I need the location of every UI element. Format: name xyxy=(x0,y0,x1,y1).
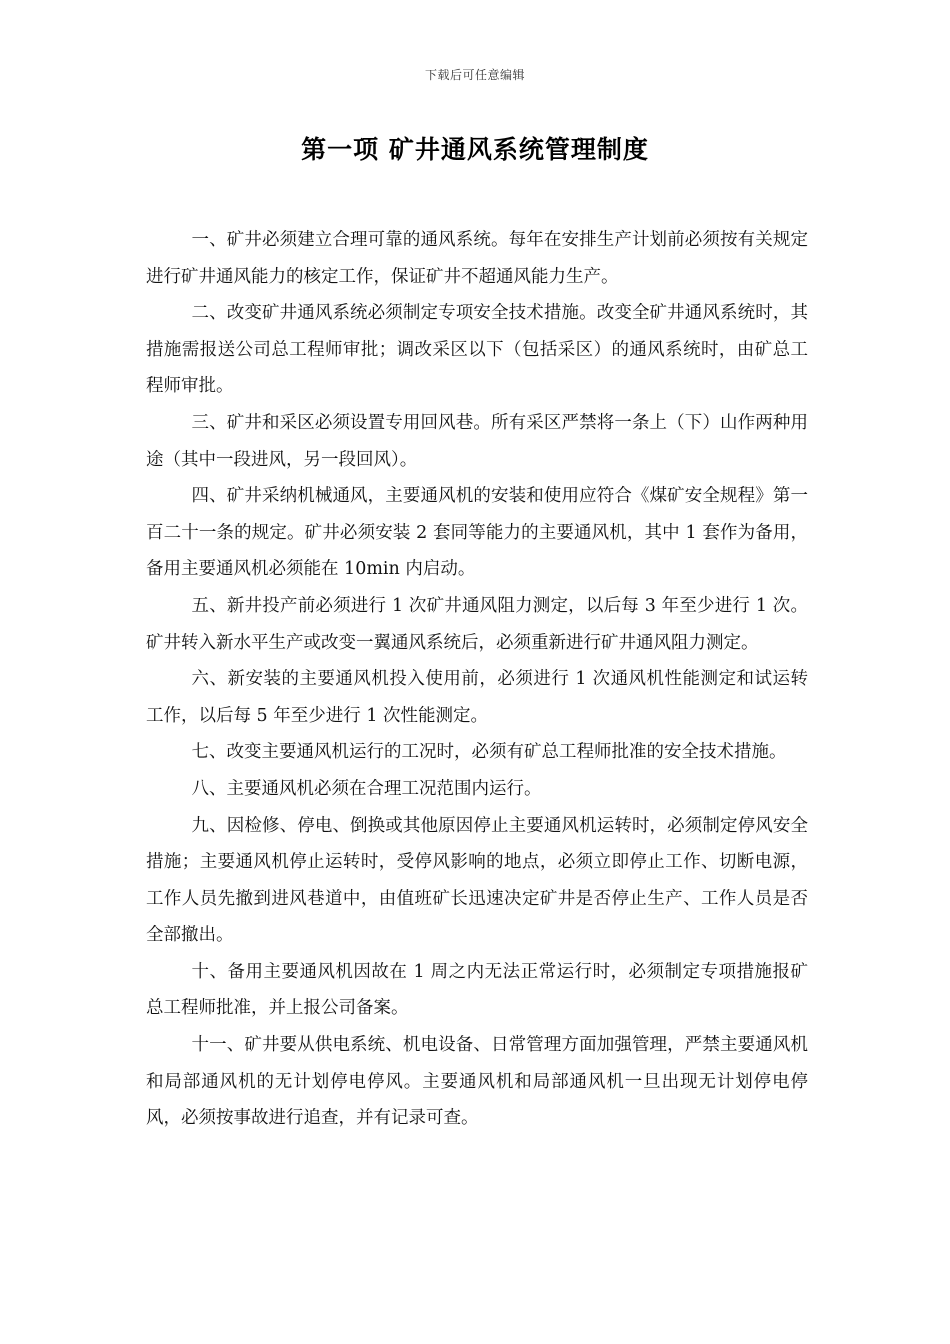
paragraph-3: 三、矿井和采区必须设置专用回风巷。所有采区严禁将一条上（下）山作两种用途（其中一段进风，另一段回风）。 xyxy=(146,412,808,470)
paragraph-6: 六、新安装的主要通风机投入使用前，必须进行 1 次通风机性能测定和试运转工作，以后每 5 年至少进行 1 次性能测定。 xyxy=(146,669,808,726)
paragraph-2: 二、改变矿井通风系统必须制定专项安全技术措施。改变全矿井通风系统时，其措施需报送公司总工程师审批；调改采区以下（包括采区）的通风系统时，由矿总工程师审批。 xyxy=(146,303,808,397)
paragraph-5: 五、新井投产前必须进行 1 次矿井通风阻力测定，以后每 3 年至少进行 1 次。矿井转入新水平生产或改变一翼通风系统后，必须重新进行矿井通风阻力测定。 xyxy=(146,595,808,653)
header-note: 下载后可任意编辑 xyxy=(424,68,525,82)
paragraph-8: 八、主要通风机必须在合理工况范围内运行。 xyxy=(191,778,542,799)
paragraph-1: 一、矿井必须建立合理可靠的通风系统。每年在安排生产计划前必须按有关规定进行矿井通风能力的核定工作，保证矿井不超通风能力生产。 xyxy=(146,230,808,287)
paragraph-4: 四、矿井采纳机械通风，主要通风机的安装和使用应符合《煤矿安全规程》第一百二十一条的规定。矿井必须安装 2 套同等能力的主要通风机，其中 1 套作为备用，备用主要通风机必须能在 10min 内启动。 xyxy=(146,486,808,580)
document-body xyxy=(146,222,808,1137)
paragraph-7: 七、改变主要通风机运行的工况时，必须有矿总工程师批准的安全技术措施。 xyxy=(191,742,787,763)
paragraph-9: 九、因检修、停电、倒换或其他原因停止主要通风机运转时，必须制定停风安全措施；主要通风机停止运转时，受停风影响的地点，必须立即停止工作、切断电源，工作人员先撤到进风巷道中，由值班矿长迅速决定矿井是否停止生产、工作人员是否全部撤出。 xyxy=(146,815,808,946)
paragraph-10: 十、备用主要通风机因故在 1 周之内无法正常运行时，必须制定专项措施报矿总工程师批准，并上报公司备案。 xyxy=(146,961,808,1019)
document-title: 第一项 矿井通风系统管理制度 xyxy=(301,135,649,164)
paragraph-11: 十一、矿井要从供电系统、机电设备、日常管理方面加强管理，严禁主要通风机和局部通风机的无计划停电停风。主要通风机和局部通风机一旦出现无计划停电停风，必须按事故进行追查，并有记录可查。 xyxy=(146,1035,808,1129)
